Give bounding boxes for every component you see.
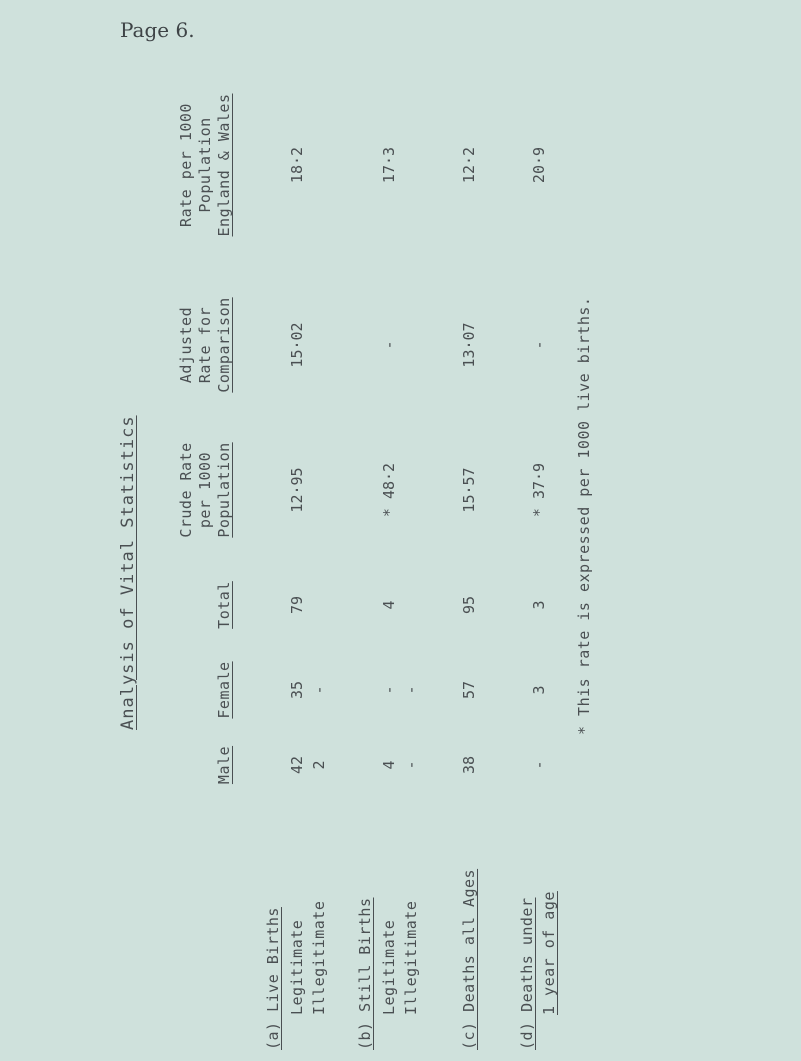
cell-a-male-legit: 42 <box>288 755 306 775</box>
cell-d-male: - <box>530 760 548 770</box>
cell-a-male-illegit: 2 <box>310 760 328 770</box>
cell-d-female: 3 <box>530 685 548 695</box>
cell-c-england: 12·2 <box>460 146 478 184</box>
row-label-legitimate: Legitimate <box>380 919 398 1015</box>
table-title: Analysis of Vital Statistics <box>118 415 138 730</box>
row-label-legitimate: Legitimate <box>288 919 306 1015</box>
section-still-births: (b) Still Births <box>356 897 374 1050</box>
cell-a-total: 79 <box>288 595 306 615</box>
header-male: Male <box>215 745 233 785</box>
cell-d-adjusted: - <box>530 340 548 350</box>
header-female: Female <box>215 661 233 719</box>
cell-c-total: 95 <box>460 595 478 615</box>
cell-b-adjusted: - <box>380 340 398 350</box>
cell-a-england: 18·2 <box>288 146 306 184</box>
cell-c-adjusted: 13·07 <box>460 322 478 368</box>
header-adjusted-rate: Adjusted Rate for Comparison <box>177 297 233 393</box>
cell-b-female-illegit: - <box>402 685 420 695</box>
header-total: Total <box>215 581 233 629</box>
row-label-illegitimate: Illegitimate <box>402 900 420 1015</box>
cell-d-crude: * 37·9 <box>530 462 548 518</box>
cell-b-crude: * 48·2 <box>380 462 398 518</box>
cell-a-female-legit: 35 <box>288 680 306 700</box>
cell-a-female-illegit: - <box>310 685 328 695</box>
footnote: * This rate is expressed per 1000 live births. <box>575 296 593 735</box>
section-deaths-under-1-year: (d) Deaths under <box>518 897 536 1050</box>
cell-c-crude: 15·57 <box>460 467 478 513</box>
cell-d-england: 20·9 <box>530 146 548 184</box>
page-number: Page 6. <box>120 18 195 42</box>
cell-b-total: 4 <box>380 600 398 610</box>
cell-c-male: 38 <box>460 755 478 775</box>
cell-b-male-legit: 4 <box>380 760 398 770</box>
row-label-illegitimate: Illegitimate <box>310 900 328 1015</box>
cell-a-crude: 12·95 <box>288 467 306 513</box>
cell-a-adjusted: 15·02 <box>288 322 306 368</box>
section-live-births: (a) Live Births <box>264 907 282 1050</box>
cell-b-female-legit: - <box>380 685 398 695</box>
cell-d-total: 3 <box>530 600 548 610</box>
section-deaths-under-1-year-line2: 1 year of age <box>540 891 558 1015</box>
header-crude-rate: Crude Rate per 1000 Population <box>177 442 233 538</box>
header-england-wales: Rate per 1000 Population England & Wales <box>177 93 233 237</box>
cell-c-female: 57 <box>460 680 478 700</box>
section-deaths-all-ages: (c) Deaths all Ages <box>460 868 478 1050</box>
rotated-sheet <box>20 50 780 1050</box>
cell-b-male-illegit: - <box>402 760 420 770</box>
cell-b-england: 17·3 <box>380 146 398 184</box>
